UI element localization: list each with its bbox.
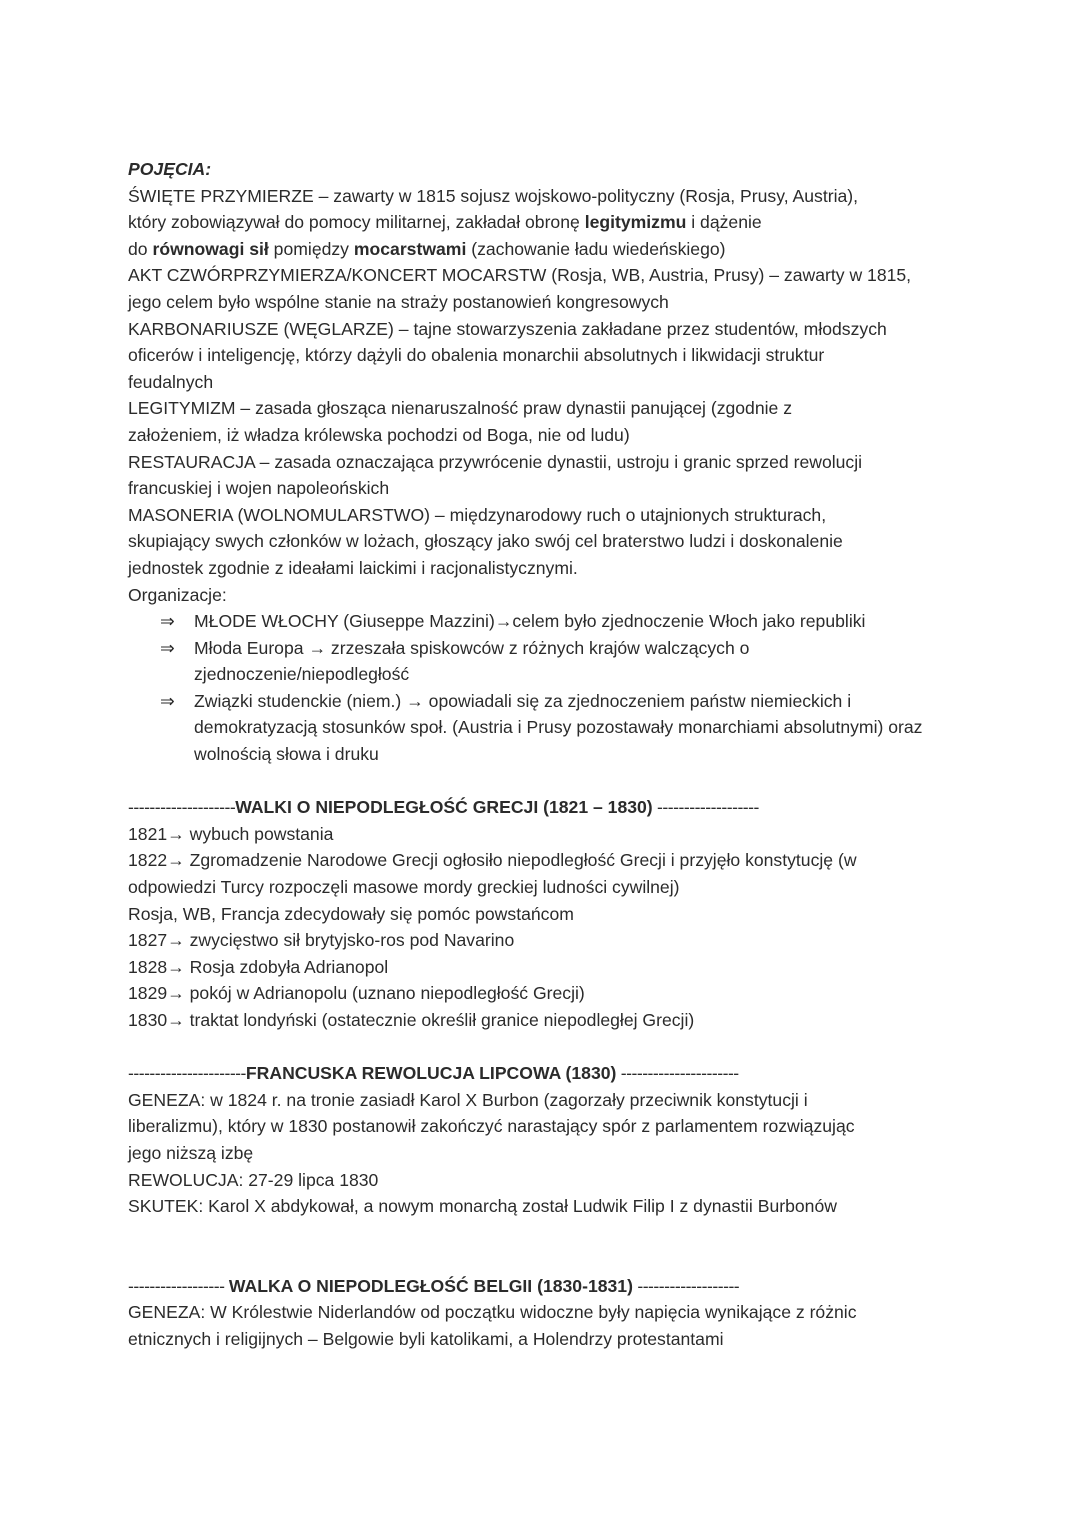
body-line: GENEZA: w 1824 r. na tronie zasiadł Karol X Burbon (zagorzały przeciwnik konstytucji i bbox=[128, 1089, 808, 1110]
event-line: 1829→ pokój w Adrianopolu (uznano niepodległość Grecji) bbox=[128, 983, 585, 1004]
arrow-bullet-icon: ⇒ bbox=[160, 611, 175, 632]
term-line: francuskiej i wojen napoleońskich bbox=[128, 478, 390, 499]
organizations-list bbox=[128, 608, 958, 768]
term-line: który zobowiązywał do pomocy militarnej, zakładał obronę legitymizmu i dążenie bbox=[128, 212, 762, 233]
bold-term: mocarstwami bbox=[353, 238, 467, 259]
arrow-right-icon: → bbox=[167, 956, 185, 977]
belgium-heading: ------------------ WALKA O NIEPODLEGŁOŚĆ BELGII (1830-1831) ------------------- bbox=[128, 1275, 740, 1296]
term-line: feudalnych bbox=[128, 371, 214, 392]
event-line: 1828→ Rosja zdobyła Adrianopol bbox=[128, 956, 389, 977]
arrow-right-icon: → bbox=[167, 983, 185, 1004]
body-line: GENEZA: W Królestwie Niderlandów od początku widoczne były napięcia wynikające z różnic bbox=[128, 1302, 857, 1323]
term-line: jednostek zgodnie z ideałami laickimi i racjonalistycznymi. bbox=[128, 557, 578, 578]
term-line: założeniem, iż władza królewska pochodzi od Boga, nie od ludu) bbox=[128, 424, 630, 445]
list-item: ⇒ Młoda Europa → zrzeszała spiskowców z różnych krajów walczących o zjednoczenie/niepodległość bbox=[128, 635, 958, 688]
event-line: 1830→ traktat londyński (ostatecznie określił granice niepodległej Grecji) bbox=[128, 1010, 695, 1030]
body-line: etnicznych i religijnych – Belgowie byli katolikami, a Holendrzy protestantami bbox=[128, 1328, 724, 1349]
bold-term: równowagi sił bbox=[152, 238, 269, 259]
arrow-bullet-icon: ⇒ bbox=[160, 637, 175, 658]
term-line: jego celem było wspólne stanie na straży postanowień kongresowych bbox=[128, 291, 669, 312]
arrow-right-icon: → bbox=[167, 823, 185, 844]
france-heading: ----------------------FRANCUSKA REWOLUCJA LIPCOWA (1830) ---------------------- bbox=[128, 1063, 739, 1084]
list-item: ⇒ Związki studenckie (niem.) → opowiadali się za zjednoczeniem państw niemieckich i demokratyzacją stosunków społ. (Austria i Prusy pozostawały monarchiami absolutnymi) oraz wolnością słowa i druku bbox=[128, 688, 958, 768]
arrow-right-icon: → bbox=[406, 690, 424, 711]
list-item: ⇒ MŁODE WŁOCHY (Giuseppe Mazzini)→celem było zjednoczenie Włoch jako republiki bbox=[128, 608, 958, 635]
term-line: RESTAURACJA – zasada oznaczająca przywrócenie dynastii, ustroju i granic sprzed rewolucji bbox=[128, 451, 863, 472]
bold-term: legitymizmu bbox=[584, 212, 687, 233]
event-line: 1827→ zwycięstwo sił brytyjsko-ros pod Navarino bbox=[128, 930, 515, 951]
term-line: MASONERIA (WOLNOMULARSTWO) – międzynarodowy ruch o utajnionych strukturach, bbox=[128, 504, 827, 525]
section-title: POJĘCIA: bbox=[128, 159, 212, 179]
event-line: Rosja, WB, Francja zdecydowały się pomóc powstańcom bbox=[128, 903, 574, 924]
arrow-right-icon: → bbox=[494, 611, 513, 632]
event-line: 1822→ Zgromadzenie Narodowe Grecji ogłosiło niepodległość Grecji i przyjęło konstytucję (w bbox=[128, 850, 857, 871]
arrow-right-icon: → bbox=[167, 1010, 185, 1030]
term-line: skupiający swych członków w lożach, głoszący jako swój cel braterstwo ludzi i doskonalenie bbox=[128, 531, 843, 552]
term-line: LEGITYMIZM – zasada głosząca nienaruszalność praw dynastii panującej (zgodnie z bbox=[128, 398, 793, 419]
body-line: jego niższą izbę bbox=[128, 1142, 254, 1163]
document-page bbox=[128, 156, 958, 1353]
arrow-right-icon: → bbox=[308, 637, 327, 658]
greece-heading: --------------------WALKI O NIEPODLEGŁOŚĆ GRECJI (1821 – 1830) ------------------- bbox=[128, 797, 759, 818]
arrow-right-icon: → bbox=[167, 930, 185, 951]
term-line: KARBONARIUSZE (WĘGLARZE) – tajne stowarzyszenia zakładane przez studentów, młodszych bbox=[128, 318, 887, 339]
body-line: REWOLUCJA: 27-29 lipca 1830 bbox=[128, 1169, 379, 1190]
organizations-label: Organizacje: bbox=[128, 584, 227, 605]
arrow-right-icon: → bbox=[167, 850, 185, 871]
term-line: ŚWIĘTE PRZYMIERZE – zawarty w 1815 sojusz wojskowo-polityczny (Rosja, Prusy, Austria), bbox=[128, 185, 859, 206]
event-line: odpowiedzi Turcy rozpoczęli masowe mordy greckiej ludności cywilnej) bbox=[128, 877, 680, 898]
body-line: SKUTEK: Karol X abdykował, a nowym monarchą został Ludwik Filip I z dynastii Burbonów bbox=[128, 1196, 837, 1217]
term-line: AKT CZWÓRPRZYMIERZA/KONCERT MOCARSTW (Rosja, WB, Austria, Prusy) – zawarty w 1815, bbox=[128, 265, 912, 286]
body-line: liberalizmu), który w 1830 postanowił zakończyć narastający spór z parlamentem rozwiązując bbox=[128, 1116, 855, 1137]
arrow-bullet-icon: ⇒ bbox=[160, 690, 175, 711]
term-line: do równowagi sił pomiędzy mocarstwami (zachowanie ładu wiedeńskiego) bbox=[128, 238, 726, 259]
event-line: 1821→ wybuch powstania bbox=[128, 823, 334, 844]
term-line: oficerów i inteligencję, którzy dążyli do obalenia monarchii absolutnych i likwidacji struktur bbox=[128, 345, 825, 366]
